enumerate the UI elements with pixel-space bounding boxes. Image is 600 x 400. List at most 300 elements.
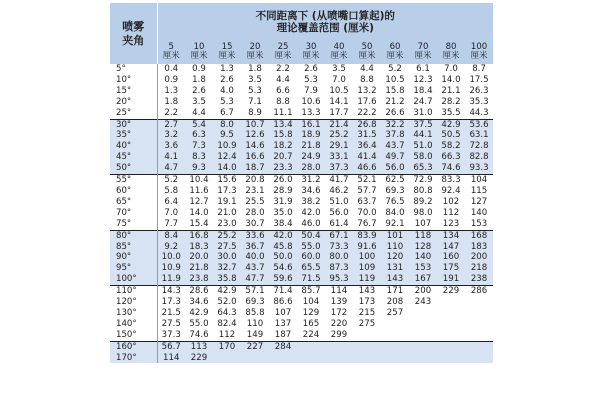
coverage-cell: 65.5	[297, 263, 325, 274]
coverage-cell: 18.9	[297, 130, 325, 141]
coverage-cell: 71.4	[269, 286, 297, 297]
coverage-cell: 6.3	[185, 130, 213, 141]
table-row	[110, 274, 493, 285]
coverage-cell: 2.6	[220, 74, 234, 85]
coverage-cell: 89.2	[413, 196, 433, 207]
spray-angle-cell: 120°	[110, 297, 157, 308]
coverage-cell: 8.8	[276, 96, 290, 107]
coverage-cell: 2.2	[276, 64, 290, 74]
coverage-cell: 32.2	[381, 119, 409, 130]
coverage-cell: 10.9	[213, 141, 241, 152]
spray-angle-cell: 100°	[110, 274, 157, 285]
spray-angle-cell: 90°	[110, 252, 157, 263]
coverage-cell: 224	[302, 329, 320, 340]
coverage-cell	[437, 308, 465, 319]
coverage-cell: 92.1	[385, 218, 405, 229]
coverage-cell: 82.4	[217, 318, 237, 329]
table-row	[110, 163, 493, 174]
coverage-cell: 1.3	[220, 64, 234, 74]
coverage-cell: 3.5	[248, 74, 262, 85]
coverage-cell: 120	[381, 252, 409, 263]
spray-angle-cell: 35°	[110, 130, 157, 141]
coverage-cell: 74.6	[437, 163, 465, 174]
coverage-cell: 243	[414, 297, 432, 308]
distance-unit: 厘米	[330, 51, 348, 61]
coverage-cell: 72.8	[465, 141, 493, 152]
coverage-cell	[325, 341, 353, 352]
coverage-cell: 134	[437, 230, 465, 241]
coverage-cell: 110	[381, 242, 409, 253]
coverage-cell: 17.7	[329, 107, 349, 118]
coverage-cell	[437, 341, 465, 352]
spray-angle-cell: 40°	[110, 141, 157, 152]
coverage-cell: 50.0	[269, 252, 297, 263]
coverage-cell: 83.3	[437, 175, 465, 186]
coverage-cell: 100	[353, 252, 381, 263]
coverage-cell: 168	[465, 230, 493, 241]
coverage-cell	[465, 319, 493, 330]
spray-angle-cell: 85°	[110, 242, 157, 253]
coverage-cell: 15.8	[385, 85, 405, 96]
coverage-cell: 110	[246, 318, 264, 329]
coverage-cell: 37.5	[409, 119, 437, 130]
coverage-cell: 12.7	[189, 196, 209, 207]
coverage-cell: 5.2	[388, 64, 402, 74]
coverage-cell: 7.0	[444, 64, 458, 74]
coverage-cell: 17.5	[469, 74, 489, 85]
coverage-cell: 53.6	[465, 119, 493, 130]
coverage-cell: 42.9	[437, 119, 465, 130]
coverage-cell	[381, 341, 409, 352]
spray-angle-cell: 50°	[110, 163, 157, 174]
spray-angle-cell: 95°	[110, 263, 157, 274]
coverage-cell: 0.9	[192, 64, 206, 74]
coverage-cell: 61.4	[329, 218, 349, 229]
table-row	[110, 208, 493, 219]
coverage-cell: 47.7	[241, 274, 269, 285]
coverage-cell: 27.5	[161, 318, 181, 329]
spray-angle-cell: 5°	[110, 64, 157, 75]
coverage-cell	[297, 341, 325, 352]
distance-value: 20	[249, 41, 261, 52]
distance-header-70	[409, 40, 437, 64]
table-row	[110, 319, 493, 330]
coverage-cell: 171	[381, 286, 409, 297]
coverage-cell: 35.0	[273, 207, 293, 218]
coverage-cell: 42.9	[213, 286, 241, 297]
coverage-cell: 21.4	[325, 119, 353, 130]
coverage-cell: 28.6	[185, 286, 213, 297]
distance-header-20	[241, 40, 269, 64]
coverage-cell: 31.5	[353, 130, 381, 141]
coverage-cell: 229	[185, 353, 213, 364]
table-row	[110, 119, 493, 130]
coverage-cell: 67.1	[325, 230, 353, 241]
coverage-cell: 4.7	[157, 163, 185, 174]
coverage-cell	[381, 353, 409, 364]
distance-unit: 厘米	[246, 51, 264, 61]
coverage-cell: 3.5	[332, 64, 346, 74]
distance-unit: 厘米	[218, 51, 236, 61]
coverage-cell: 24.9	[297, 152, 325, 163]
coverage-cell	[409, 341, 437, 352]
coverage-cell: 44.1	[409, 130, 437, 141]
coverage-cell: 238	[465, 274, 493, 285]
coverage-cell: 71.5	[297, 274, 325, 285]
distance-value: 5	[168, 41, 174, 52]
coverage-title	[157, 3, 493, 40]
coverage-cell: 26.3	[469, 85, 489, 96]
table-row	[110, 75, 493, 86]
coverage-cell: 18.2	[269, 141, 297, 152]
coverage-table	[110, 3, 493, 363]
table-row	[110, 286, 493, 297]
coverage-cell: 50.4	[297, 230, 325, 241]
coverage-cell: 57.7	[357, 185, 377, 196]
table-row	[110, 97, 493, 108]
coverage-cell: 46.0	[301, 218, 321, 229]
coverage-cell: 4.0	[220, 85, 234, 96]
coverage-cell	[465, 353, 493, 364]
coverage-cell: 229	[437, 286, 465, 297]
coverage-cell: 41.7	[325, 175, 353, 186]
coverage-cell: 172	[330, 307, 348, 318]
spray-angle-cell: 10°	[110, 75, 157, 86]
coverage-cell: 51.0	[329, 196, 349, 207]
coverage-cell: 7.1	[248, 96, 262, 107]
coverage-cell: 74.6	[189, 329, 209, 340]
coverage-cell: 140	[470, 207, 488, 218]
coverage-cell	[465, 330, 493, 341]
coverage-cell: 58.2	[437, 141, 465, 152]
spray-angle-cell: 30°	[110, 119, 157, 130]
coverage-cell: 17.6	[357, 96, 377, 107]
coverage-cell: 286	[465, 286, 493, 297]
coverage-cell: 107	[414, 218, 432, 229]
table-row	[110, 197, 493, 208]
coverage-cell: 55.0	[189, 318, 209, 329]
coverage-cell: 160	[437, 252, 465, 263]
coverage-cell: 31.0	[413, 107, 433, 118]
spray-angle-cell: 140°	[110, 319, 157, 330]
distance-value: 15	[221, 41, 233, 52]
coverage-cell: 200	[409, 286, 437, 297]
coverage-cell: 10.4	[185, 175, 213, 186]
coverage-cell: 38.2	[301, 196, 321, 207]
spray-angle-cell: 60°	[110, 186, 157, 197]
coverage-cell: 20.0	[185, 252, 213, 263]
coverage-cell: 21.2	[385, 96, 405, 107]
coverage-cell: 25.5	[245, 196, 265, 207]
spray-angle-cell: 160°	[110, 341, 157, 352]
distance-unit: 厘米	[442, 51, 460, 61]
coverage-cell: 6.4	[164, 196, 179, 207]
distance-header-60	[381, 40, 409, 64]
coverage-cell: 14.6	[241, 141, 269, 152]
coverage-cell: 167	[409, 274, 437, 285]
coverage-cell: 218	[465, 263, 493, 274]
coverage-cell	[353, 330, 381, 341]
coverage-cell: 10.5	[385, 74, 405, 85]
coverage-cell: 299	[330, 329, 348, 340]
table-row	[110, 330, 493, 341]
coverage-cell: 26.0	[269, 175, 297, 186]
spray-angle-header-line1: 喷雾	[122, 19, 145, 33]
distance-header-80	[437, 40, 465, 64]
coverage-cell: 170	[213, 341, 241, 352]
distance-value: 60	[389, 41, 401, 52]
coverage-cell: 140	[409, 252, 437, 263]
coverage-cell: 80.8	[413, 185, 433, 196]
coverage-cell: 3.5	[192, 96, 206, 107]
coverage-cell: 7.0	[332, 74, 346, 85]
coverage-cell	[409, 319, 437, 330]
coverage-cell: 8.8	[360, 74, 374, 85]
coverage-cell: 43.7	[241, 263, 269, 274]
coverage-cell: 42.0	[301, 207, 321, 218]
coverage-cell: 9.3	[185, 163, 213, 174]
coverage-cell	[437, 330, 465, 341]
distance-value: 30	[305, 41, 317, 52]
coverage-cell: 9.5	[213, 130, 241, 141]
coverage-cell: 12.3	[413, 74, 433, 85]
coverage-cell: 83.9	[353, 230, 381, 241]
spray-angle-cell: 20°	[110, 97, 157, 108]
coverage-cell: 11.1	[273, 107, 293, 118]
coverage-cell: 82.8	[465, 152, 493, 163]
coverage-cell: 33.1	[325, 152, 353, 163]
coverage-cell: 51.0	[409, 141, 437, 152]
coverage-cell: 50.5	[437, 130, 465, 141]
coverage-cell: 60.0	[297, 252, 325, 263]
coverage-cell: 15.6	[213, 175, 241, 186]
coverage-title-line1: 不同距离下 (从喷嘴口算起)的	[255, 9, 395, 22]
coverage-cell: 8.9	[248, 107, 262, 118]
coverage-cell: 69.3	[385, 185, 405, 196]
spray-angle-cell: 15°	[110, 86, 157, 97]
coverage-cell: 28.0	[297, 163, 325, 174]
coverage-cell: 2.6	[304, 64, 318, 74]
coverage-cell: 147	[437, 242, 465, 253]
table-row	[110, 297, 493, 308]
coverage-cell: 86.6	[273, 297, 293, 308]
coverage-cell: 65.3	[409, 163, 437, 174]
coverage-cell: 35.8	[213, 274, 241, 285]
coverage-cell: 107	[274, 307, 292, 318]
coverage-cell: 114	[325, 286, 353, 297]
coverage-cell: 62.5	[381, 175, 409, 186]
table-row	[110, 108, 493, 119]
coverage-cell: 137	[274, 318, 292, 329]
coverage-cell: 41.4	[353, 152, 381, 163]
coverage-cell: 64.3	[217, 307, 237, 318]
coverage-cell: 257	[386, 307, 404, 318]
coverage-cell: 187	[274, 329, 292, 340]
coverage-cell: 149	[246, 329, 264, 340]
coverage-cell: 58.0	[409, 152, 437, 163]
coverage-cell: 131	[381, 263, 409, 274]
coverage-cell: 1.8	[164, 96, 179, 107]
table-row	[110, 263, 493, 274]
table-row	[110, 308, 493, 319]
coverage-cell	[381, 319, 409, 330]
coverage-cell: 220	[330, 318, 348, 329]
spray-angle-header	[110, 3, 157, 64]
table-row	[110, 242, 493, 253]
coverage-cell: 28.2	[441, 96, 461, 107]
coverage-cell: 23.0	[217, 218, 237, 229]
coverage-cell	[465, 341, 493, 352]
coverage-cell: 26.8	[353, 119, 381, 130]
coverage-cell: 21.1	[441, 85, 461, 96]
coverage-cell: 112	[442, 207, 460, 218]
coverage-cell: 183	[465, 242, 493, 253]
spray-angle-cell: 45°	[110, 152, 157, 163]
coverage-cell: 56.0	[381, 163, 409, 174]
coverage-cell: 14.3	[157, 286, 185, 297]
coverage-cell: 76.7	[357, 218, 377, 229]
spray-angle-cell: 75°	[110, 219, 157, 230]
coverage-cell	[353, 353, 381, 364]
coverage-cell: 6.7	[220, 107, 234, 118]
coverage-cell: 26.6	[385, 107, 405, 118]
coverage-cell: 24.7	[413, 96, 433, 107]
coverage-cell: 2.6	[192, 85, 206, 96]
coverage-cell: 72.9	[409, 175, 437, 186]
coverage-cell: 42.0	[269, 230, 297, 241]
coverage-cell: 0.4	[164, 64, 179, 74]
coverage-cell: 14.0	[441, 74, 461, 85]
coverage-cell: 23.1	[245, 185, 265, 196]
spray-angle-cell: 25°	[110, 108, 157, 119]
coverage-cell: 45.8	[269, 242, 297, 253]
coverage-cell: 284	[269, 341, 297, 352]
coverage-cell: 16.8	[185, 230, 213, 241]
coverage-cell: 4.4	[192, 107, 206, 118]
coverage-cell: 21.8	[297, 141, 325, 152]
coverage-cell: 5.3	[304, 74, 318, 85]
coverage-cell: 101	[381, 230, 409, 241]
table-row	[110, 175, 493, 186]
coverage-cell: 20.8	[241, 175, 269, 186]
distance-value: 40	[333, 41, 345, 52]
coverage-cell: 5.4	[185, 119, 213, 130]
coverage-cell: 33.6	[241, 230, 269, 241]
coverage-cell: 30.0	[213, 252, 241, 263]
coverage-cell	[437, 297, 465, 308]
coverage-cell: 10.0	[157, 252, 185, 263]
coverage-cell: 36.4	[353, 141, 381, 152]
coverage-cell: 128	[409, 242, 437, 253]
coverage-cell	[325, 353, 353, 364]
coverage-cell	[297, 353, 325, 364]
coverage-cell: 104	[302, 297, 320, 308]
coverage-cell: 0.9	[164, 74, 179, 85]
spray-angle-cell: 150°	[110, 330, 157, 341]
coverage-cell: 17.3	[161, 297, 181, 308]
coverage-cell: 22.2	[357, 107, 377, 118]
coverage-table-body	[110, 64, 493, 363]
distance-value: 50	[361, 41, 373, 52]
coverage-cell: 200	[465, 252, 493, 263]
coverage-cell: 5.3	[248, 85, 262, 96]
distance-header-5	[157, 40, 185, 64]
table-row	[110, 252, 493, 263]
coverage-cell: 34.6	[301, 185, 321, 196]
coverage-cell: 8.3	[185, 152, 213, 163]
distance-unit: 厘米	[162, 51, 180, 61]
coverage-cell: 10.6	[301, 96, 321, 107]
coverage-cell: 57.1	[241, 286, 269, 297]
table-row	[110, 86, 493, 97]
coverage-cell	[213, 353, 241, 364]
table-row	[110, 341, 493, 352]
coverage-cell: 6.1	[416, 64, 430, 74]
distance-value: 25	[277, 41, 289, 52]
table-row	[110, 230, 493, 241]
coverage-cell: 3.2	[157, 130, 185, 141]
coverage-cell: 14.0	[213, 163, 241, 174]
coverage-cell: 93.3	[465, 163, 493, 174]
distance-unit: 厘米	[190, 51, 208, 61]
coverage-cell: 14.1	[329, 96, 349, 107]
coverage-cell: 36.7	[241, 242, 269, 253]
coverage-cell: 113	[185, 341, 213, 352]
coverage-cell: 275	[358, 318, 376, 329]
coverage-cell: 37.3	[161, 329, 181, 340]
coverage-cell: 34.6	[189, 297, 209, 308]
coverage-cell: 10.7	[241, 119, 269, 130]
table-row	[110, 219, 493, 230]
coverage-cell: 173	[358, 297, 376, 308]
coverage-cell: 40.0	[241, 252, 269, 263]
coverage-cell: 63.7	[357, 196, 377, 207]
coverage-cell: 16.1	[297, 119, 325, 130]
coverage-cell: 63.1	[465, 130, 493, 141]
coverage-cell: 7.0	[164, 207, 179, 218]
coverage-cell: 227	[241, 341, 269, 352]
coverage-cell: 23.8	[185, 274, 213, 285]
distance-unit: 厘米	[302, 51, 320, 61]
distance-header-30	[297, 40, 325, 64]
coverage-cell: 98.0	[413, 207, 433, 218]
coverage-cell	[465, 297, 493, 308]
coverage-cell: 13.2	[357, 85, 377, 96]
coverage-cell: 119	[353, 274, 381, 285]
coverage-cell: 84.0	[385, 207, 405, 218]
coverage-cell: 43.7	[381, 141, 409, 152]
coverage-cell: 52.0	[217, 297, 237, 308]
coverage-cell: 1.3	[164, 85, 179, 96]
distance-header-row	[110, 40, 493, 64]
coverage-cell: 139	[330, 297, 348, 308]
coverage-cell: 28.9	[273, 185, 293, 196]
coverage-cell: 208	[386, 297, 404, 308]
coverage-cell: 123	[442, 218, 460, 229]
coverage-cell: 115	[470, 185, 488, 196]
spray-angle-cell: 130°	[110, 308, 157, 319]
spray-angle-header-line2: 夹角	[122, 33, 145, 47]
coverage-cell: 59.6	[269, 274, 297, 285]
coverage-cell: 12.6	[241, 130, 269, 141]
coverage-cell: 2.2	[164, 107, 179, 118]
coverage-cell: 73.3	[325, 242, 353, 253]
coverage-cell: 20.7	[269, 152, 297, 163]
distance-unit: 厘米	[386, 51, 404, 61]
coverage-cell	[353, 341, 381, 352]
coverage-cell: 15.4	[189, 218, 209, 229]
coverage-cell	[409, 330, 437, 341]
